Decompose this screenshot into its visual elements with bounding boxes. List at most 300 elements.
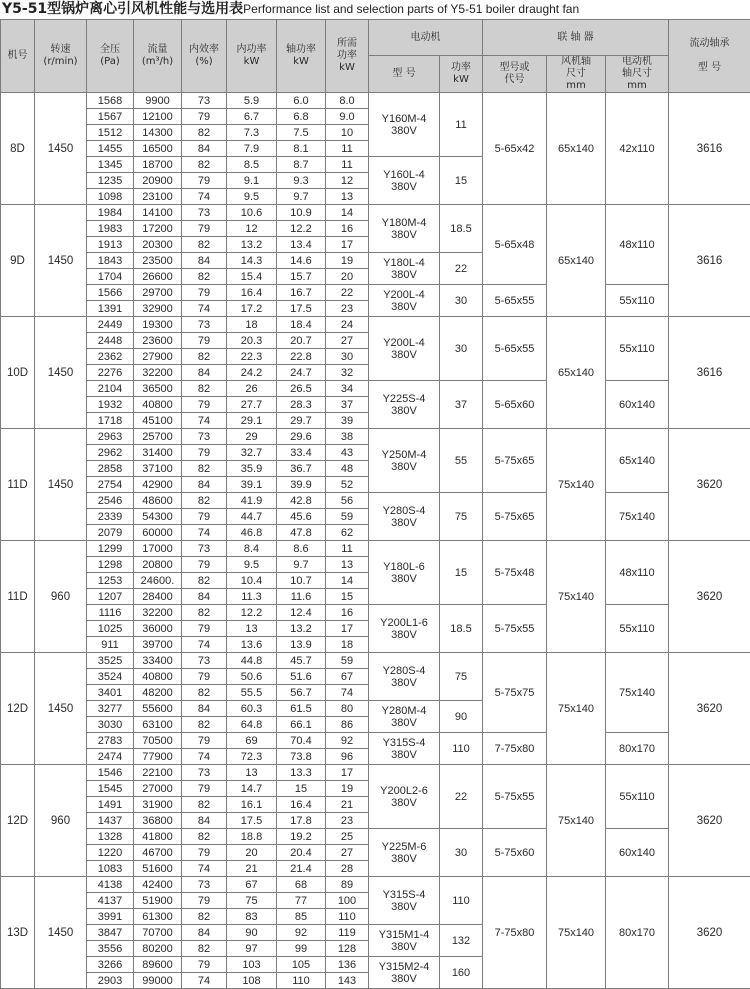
coupling-code-cell: 5-65x55 xyxy=(483,317,547,381)
pressure-cell: 1253 xyxy=(87,573,134,589)
shaft-power-cell: 45.7 xyxy=(277,653,326,669)
flow-cell: 23100 xyxy=(134,189,182,205)
flow-cell: 14300 xyxy=(134,125,182,141)
header-motor-shaft: 电动机 轴尺寸 mm xyxy=(606,56,669,93)
shaft-power-cell: 26.5 xyxy=(277,381,326,397)
required-power-cell: 23 xyxy=(326,301,369,317)
fan-shaft-cell: 75x140 xyxy=(547,877,606,989)
efficiency-cell: 73 xyxy=(182,877,227,893)
speed-cell: 1450 xyxy=(35,877,87,989)
header-flow: 流量 (m³/h) xyxy=(134,20,182,93)
pressure-cell: 3991 xyxy=(87,909,134,925)
fan-shaft-cell: 65x140 xyxy=(547,205,606,317)
bearing-cell: 3616 xyxy=(669,205,750,317)
efficiency-cell: 82 xyxy=(182,573,227,589)
pressure-cell: 1299 xyxy=(87,541,134,557)
internal-power-cell: 103 xyxy=(227,957,277,973)
shaft-power-cell: 12.4 xyxy=(277,605,326,621)
efficiency-cell: 74 xyxy=(182,973,227,989)
internal-power-cell: 7.3 xyxy=(227,125,277,141)
shaft-power-cell: 45.6 xyxy=(277,509,326,525)
internal-power-cell: 9.5 xyxy=(227,189,277,205)
coupling-code-cell: 5-75x55 xyxy=(483,765,547,829)
internal-power-cell: 8.5 xyxy=(227,157,277,173)
internal-power-cell: 16.1 xyxy=(227,797,277,813)
internal-power-cell: 44.7 xyxy=(227,509,277,525)
coupling-code-cell: 5-75x65 xyxy=(483,429,547,493)
shaft-power-cell: 12.2 xyxy=(277,221,326,237)
flow-cell: 20800 xyxy=(134,557,182,573)
motor-power-cell: 110 xyxy=(440,877,483,925)
title-en: Performance list and selection parts of Y5-51 boiler draught fan xyxy=(243,2,579,16)
flow-cell: 23600 xyxy=(134,333,182,349)
flow-cell: 28400 xyxy=(134,589,182,605)
page-title xyxy=(2,0,579,19)
motor-power-cell: 15 xyxy=(440,157,483,205)
internal-power-cell: 39.1 xyxy=(227,477,277,493)
fan-model-cell: 11D xyxy=(1,541,35,653)
internal-power-cell: 83 xyxy=(227,909,277,925)
shaft-power-cell: 99 xyxy=(277,941,326,957)
internal-power-cell: 60.3 xyxy=(227,701,277,717)
shaft-power-cell: 8.6 xyxy=(277,541,326,557)
efficiency-cell: 84 xyxy=(182,141,227,157)
flow-cell: 48600 xyxy=(134,493,182,509)
efficiency-cell: 73 xyxy=(182,541,227,557)
pressure-cell: 2104 xyxy=(87,381,134,397)
motor-type-cell: Y315S-4 380V xyxy=(369,877,440,925)
motor-shaft-cell: 60x140 xyxy=(606,829,669,877)
required-power-cell: 86 xyxy=(326,717,369,733)
shaft-power-cell: 33.4 xyxy=(277,445,326,461)
header-model: 机号 xyxy=(1,20,35,93)
flow-cell: 45100 xyxy=(134,413,182,429)
internal-power-cell: 7.9 xyxy=(227,141,277,157)
required-power-cell: 13 xyxy=(326,557,369,573)
shaft-power-cell: 24.7 xyxy=(277,365,326,381)
pressure-cell: 1098 xyxy=(87,189,134,205)
speed-cell: 960 xyxy=(35,541,87,653)
motor-type-cell: Y180M-4 380V xyxy=(369,205,440,253)
required-power-cell: 24 xyxy=(326,317,369,333)
motor-power-cell: 110 xyxy=(440,733,483,765)
pressure-cell: 2362 xyxy=(87,349,134,365)
table-row xyxy=(1,317,750,333)
pressure-cell: 1391 xyxy=(87,301,134,317)
internal-power-cell: 5.9 xyxy=(227,93,277,109)
motor-power-cell: 18.5 xyxy=(440,205,483,253)
flow-cell: 51600 xyxy=(134,861,182,877)
efficiency-cell: 74 xyxy=(182,861,227,877)
required-power-cell: 16 xyxy=(326,221,369,237)
motor-shaft-cell: 55x110 xyxy=(606,285,669,317)
required-power-cell: 37 xyxy=(326,397,369,413)
motor-power-cell: 132 xyxy=(440,925,483,957)
motor-power-cell: 18.5 xyxy=(440,605,483,653)
table-row xyxy=(1,93,750,109)
internal-power-cell: 75 xyxy=(227,893,277,909)
flow-cell: 48200 xyxy=(134,685,182,701)
efficiency-cell: 79 xyxy=(182,173,227,189)
fan-shaft-cell: 65x140 xyxy=(547,93,606,205)
speed-cell: 1450 xyxy=(35,205,87,317)
pressure-cell: 3524 xyxy=(87,669,134,685)
internal-power-cell: 29 xyxy=(227,429,277,445)
internal-power-cell: 21 xyxy=(227,861,277,877)
bearing-cell: 3620 xyxy=(669,765,750,877)
motor-power-cell: 90 xyxy=(440,701,483,733)
shaft-power-cell: 42.8 xyxy=(277,493,326,509)
motor-power-cell: 30 xyxy=(440,285,483,317)
flow-cell: 70700 xyxy=(134,925,182,941)
required-power-cell: 136 xyxy=(326,957,369,973)
efficiency-cell: 74 xyxy=(182,637,227,653)
pressure-cell: 2546 xyxy=(87,493,134,509)
flow-cell: 36500 xyxy=(134,381,182,397)
efficiency-cell: 82 xyxy=(182,685,227,701)
shaft-power-cell: 18.4 xyxy=(277,317,326,333)
table-row xyxy=(1,765,750,781)
shaft-power-cell: 14.6 xyxy=(277,253,326,269)
efficiency-cell: 79 xyxy=(182,621,227,637)
flow-cell: 17200 xyxy=(134,221,182,237)
pressure-cell: 1491 xyxy=(87,797,134,813)
internal-power-cell: 9.1 xyxy=(227,173,277,189)
efficiency-cell: 84 xyxy=(182,701,227,717)
flow-cell: 31400 xyxy=(134,445,182,461)
flow-cell: 20300 xyxy=(134,237,182,253)
table-row xyxy=(1,877,750,893)
speed-cell: 1450 xyxy=(35,429,87,541)
shaft-power-cell: 15.7 xyxy=(277,269,326,285)
required-power-cell: 19 xyxy=(326,781,369,797)
header-fan-shaft: 风机轴 尺寸 mm xyxy=(547,56,606,93)
internal-power-cell: 13.6 xyxy=(227,637,277,653)
required-power-cell: 143 xyxy=(326,973,369,989)
required-power-cell: 21 xyxy=(326,797,369,813)
pressure-cell: 1207 xyxy=(87,589,134,605)
fan-shaft-cell: 65x140 xyxy=(547,317,606,429)
motor-shaft-cell: 42x110 xyxy=(606,93,669,205)
shaft-power-cell: 15 xyxy=(277,781,326,797)
pressure-cell: 2754 xyxy=(87,477,134,493)
internal-power-cell: 14.3 xyxy=(227,253,277,269)
fan-shaft-cell: 75x140 xyxy=(547,653,606,765)
required-power-cell: 17 xyxy=(326,237,369,253)
flow-cell: 14100 xyxy=(134,205,182,221)
efficiency-cell: 73 xyxy=(182,205,227,221)
efficiency-cell: 73 xyxy=(182,93,227,109)
required-power-cell: 27 xyxy=(326,333,369,349)
shaft-power-cell: 9.3 xyxy=(277,173,326,189)
shaft-power-cell: 7.5 xyxy=(277,125,326,141)
required-power-cell: 38 xyxy=(326,429,369,445)
internal-power-cell: 6.7 xyxy=(227,109,277,125)
internal-power-cell: 13 xyxy=(227,765,277,781)
motor-type-cell: Y315M2-4 380V xyxy=(369,957,440,989)
flow-cell: 41800 xyxy=(134,829,182,845)
shaft-power-cell: 61.5 xyxy=(277,701,326,717)
efficiency-cell: 82 xyxy=(182,797,227,813)
shaft-power-cell: 10.9 xyxy=(277,205,326,221)
efficiency-cell: 73 xyxy=(182,653,227,669)
flow-cell: 51900 xyxy=(134,893,182,909)
motor-type-cell: Y200L-4 380V xyxy=(369,317,440,381)
efficiency-cell: 82 xyxy=(182,605,227,621)
shaft-power-cell: 47.8 xyxy=(277,525,326,541)
motor-shaft-cell: 48x110 xyxy=(606,541,669,605)
internal-power-cell: 20.3 xyxy=(227,333,277,349)
internal-power-cell: 12 xyxy=(227,221,277,237)
required-power-cell: 11 xyxy=(326,141,369,157)
efficiency-cell: 79 xyxy=(182,669,227,685)
efficiency-cell: 74 xyxy=(182,413,227,429)
shaft-power-cell: 68 xyxy=(277,877,326,893)
flow-cell: 70500 xyxy=(134,733,182,749)
flow-cell: 29700 xyxy=(134,285,182,301)
pressure-cell: 1984 xyxy=(87,205,134,221)
required-power-cell: 18 xyxy=(326,637,369,653)
table-row xyxy=(1,205,750,221)
bearing-cell: 3616 xyxy=(669,93,750,205)
shaft-power-cell: 29.6 xyxy=(277,429,326,445)
motor-shaft-cell: 80x170 xyxy=(606,877,669,989)
header-motor: 电动机 xyxy=(369,20,483,56)
speed-cell: 960 xyxy=(35,765,87,877)
efficiency-cell: 73 xyxy=(182,317,227,333)
header-coupling: 联 轴 器 xyxy=(483,20,669,56)
efficiency-cell: 79 xyxy=(182,397,227,413)
coupling-code-cell: 5-75x60 xyxy=(483,829,547,877)
internal-power-cell: 41.9 xyxy=(227,493,277,509)
motor-type-cell: Y180L-4 380V xyxy=(369,253,440,285)
pressure-cell: 1345 xyxy=(87,157,134,173)
internal-power-cell: 67 xyxy=(227,877,277,893)
pressure-cell: 1566 xyxy=(87,285,134,301)
required-power-cell: 32 xyxy=(326,365,369,381)
flow-cell: 12100 xyxy=(134,109,182,125)
pressure-cell: 911 xyxy=(87,637,134,653)
efficiency-cell: 73 xyxy=(182,765,227,781)
required-power-cell: 10 xyxy=(326,125,369,141)
required-power-cell: 48 xyxy=(326,461,369,477)
motor-type-cell: Y280S-4 380V xyxy=(369,653,440,701)
flow-cell: 31900 xyxy=(134,797,182,813)
coupling-code-cell: 5-65x60 xyxy=(483,381,547,429)
pressure-cell: 1983 xyxy=(87,221,134,237)
motor-type-cell: Y280S-4 380V xyxy=(369,493,440,541)
required-power-cell: 20 xyxy=(326,269,369,285)
pressure-cell: 2858 xyxy=(87,461,134,477)
shaft-power-cell: 8.1 xyxy=(277,141,326,157)
shaft-power-cell: 9.7 xyxy=(277,189,326,205)
bearing-cell: 3620 xyxy=(669,541,750,653)
header-required-power: 所需 功率 kW xyxy=(326,20,369,93)
motor-power-cell: 15 xyxy=(440,541,483,605)
motor-power-cell: 11 xyxy=(440,93,483,157)
pressure-cell: 1220 xyxy=(87,845,134,861)
flow-cell: 24600. xyxy=(134,573,182,589)
efficiency-cell: 82 xyxy=(182,829,227,845)
pressure-cell: 3525 xyxy=(87,653,134,669)
efficiency-cell: 84 xyxy=(182,925,227,941)
pressure-cell: 1116 xyxy=(87,605,134,621)
motor-shaft-cell: 55x110 xyxy=(606,317,669,381)
shaft-power-cell: 19.2 xyxy=(277,829,326,845)
motor-type-cell: Y200L1-6 380V xyxy=(369,605,440,653)
pressure-cell: 1298 xyxy=(87,557,134,573)
flow-cell: 99000 xyxy=(134,973,182,989)
flow-cell: 36800 xyxy=(134,813,182,829)
coupling-code-cell: 7-75x80 xyxy=(483,733,547,765)
required-power-cell: 14 xyxy=(326,573,369,589)
efficiency-cell: 82 xyxy=(182,381,227,397)
internal-power-cell: 29.1 xyxy=(227,413,277,429)
pressure-cell: 4137 xyxy=(87,893,134,909)
motor-type-cell: Y225M-6 380V xyxy=(369,829,440,877)
motor-power-cell: 22 xyxy=(440,765,483,829)
pressure-cell: 1718 xyxy=(87,413,134,429)
internal-power-cell: 16.4 xyxy=(227,285,277,301)
shaft-power-cell: 9.7 xyxy=(277,557,326,573)
pressure-cell: 3030 xyxy=(87,717,134,733)
pressure-cell: 2903 xyxy=(87,973,134,989)
flow-cell: 40800 xyxy=(134,397,182,413)
internal-power-cell: 13.2 xyxy=(227,237,277,253)
shaft-power-cell: 73.8 xyxy=(277,749,326,765)
bearing-cell: 3620 xyxy=(669,653,750,765)
efficiency-cell: 82 xyxy=(182,125,227,141)
shaft-power-cell: 36.7 xyxy=(277,461,326,477)
pressure-cell: 1083 xyxy=(87,861,134,877)
efficiency-cell: 79 xyxy=(182,221,227,237)
motor-type-cell: Y280M-4 380V xyxy=(369,701,440,733)
flow-cell: 19300 xyxy=(134,317,182,333)
flow-cell: 37100 xyxy=(134,461,182,477)
fan-shaft-cell: 75x140 xyxy=(547,765,606,877)
internal-power-cell: 10.4 xyxy=(227,573,277,589)
fan-model-cell: 11D xyxy=(1,429,35,541)
efficiency-cell: 79 xyxy=(182,557,227,573)
shaft-power-cell: 51.6 xyxy=(277,669,326,685)
coupling-code-cell: 5-65x42 xyxy=(483,93,547,205)
required-power-cell: 80 xyxy=(326,701,369,717)
internal-power-cell: 18 xyxy=(227,317,277,333)
pressure-cell: 4138 xyxy=(87,877,134,893)
table-row xyxy=(1,541,750,557)
internal-power-cell: 108 xyxy=(227,973,277,989)
motor-power-cell: 160 xyxy=(440,957,483,989)
required-power-cell: 17 xyxy=(326,765,369,781)
efficiency-cell: 79 xyxy=(182,957,227,973)
efficiency-cell: 82 xyxy=(182,237,227,253)
coupling-code-cell: 5-75x75 xyxy=(483,653,547,733)
pressure-cell: 1568 xyxy=(87,93,134,109)
efficiency-cell: 79 xyxy=(182,733,227,749)
efficiency-cell: 82 xyxy=(182,941,227,957)
internal-power-cell: 46.8 xyxy=(227,525,277,541)
flow-cell: 40800 xyxy=(134,669,182,685)
internal-power-cell: 22.3 xyxy=(227,349,277,365)
shaft-power-cell: 85 xyxy=(277,909,326,925)
bearing-cell: 3616 xyxy=(669,317,750,429)
flow-cell: 77900 xyxy=(134,749,182,765)
motor-type-cell: Y315M1-4 380V xyxy=(369,925,440,957)
efficiency-cell: 79 xyxy=(182,109,227,125)
shaft-power-cell: 8.7 xyxy=(277,157,326,173)
internal-power-cell: 69 xyxy=(227,733,277,749)
shaft-power-cell: 29.7 xyxy=(277,413,326,429)
required-power-cell: 52 xyxy=(326,477,369,493)
motor-type-cell: Y225S-4 380V xyxy=(369,381,440,429)
pressure-cell: 1843 xyxy=(87,253,134,269)
efficiency-cell: 82 xyxy=(182,349,227,365)
header-motor-type: 型 号 xyxy=(369,56,440,93)
motor-type-cell: Y315S-4 380V xyxy=(369,733,440,765)
pressure-cell: 1455 xyxy=(87,141,134,157)
shaft-power-cell: 28.3 xyxy=(277,397,326,413)
shaft-power-cell: 16.4 xyxy=(277,797,326,813)
internal-power-cell: 14.7 xyxy=(227,781,277,797)
internal-power-cell: 44.8 xyxy=(227,653,277,669)
flow-cell: 89600 xyxy=(134,957,182,973)
pressure-cell: 2448 xyxy=(87,333,134,349)
flow-cell: 23500 xyxy=(134,253,182,269)
table-row xyxy=(1,493,750,509)
required-power-cell: 23 xyxy=(326,813,369,829)
pressure-cell: 2962 xyxy=(87,445,134,461)
required-power-cell: 34 xyxy=(326,381,369,397)
coupling-code-cell: 5-65x55 xyxy=(483,285,547,317)
fan-shaft-cell: 75x140 xyxy=(547,541,606,653)
required-power-cell: 59 xyxy=(326,509,369,525)
required-power-cell: 30 xyxy=(326,349,369,365)
pressure-cell: 1025 xyxy=(87,621,134,637)
internal-power-cell: 15.4 xyxy=(227,269,277,285)
pressure-cell: 1235 xyxy=(87,173,134,189)
header-speed: 转速 (r/min) xyxy=(35,20,87,93)
pressure-cell: 1704 xyxy=(87,269,134,285)
required-power-cell: 67 xyxy=(326,669,369,685)
flow-cell: 16500 xyxy=(134,141,182,157)
flow-cell: 9900 xyxy=(134,93,182,109)
motor-type-cell: Y160M-4 380V xyxy=(369,93,440,157)
required-power-cell: 128 xyxy=(326,941,369,957)
motor-power-cell: 22 xyxy=(440,253,483,285)
flow-cell: 42900 xyxy=(134,477,182,493)
shaft-power-cell: 6.8 xyxy=(277,109,326,125)
efficiency-cell: 84 xyxy=(182,253,227,269)
internal-power-cell: 50.6 xyxy=(227,669,277,685)
shaft-power-cell: 10.7 xyxy=(277,573,326,589)
internal-power-cell: 12.2 xyxy=(227,605,277,621)
required-power-cell: 62 xyxy=(326,525,369,541)
motor-type-cell: Y200L2-6 380V xyxy=(369,765,440,829)
shaft-power-cell: 39.9 xyxy=(277,477,326,493)
flow-cell: 61300 xyxy=(134,909,182,925)
required-power-cell: 14 xyxy=(326,205,369,221)
internal-power-cell: 55.5 xyxy=(227,685,277,701)
shaft-power-cell: 13.9 xyxy=(277,637,326,653)
shaft-power-cell: 70.4 xyxy=(277,733,326,749)
pressure-cell: 3556 xyxy=(87,941,134,957)
motor-shaft-cell: 55x110 xyxy=(606,765,669,829)
fan-model-cell: 13D xyxy=(1,877,35,989)
efficiency-cell: 84 xyxy=(182,589,227,605)
required-power-cell: 92 xyxy=(326,733,369,749)
required-power-cell: 22 xyxy=(326,285,369,301)
shaft-power-cell: 92 xyxy=(277,925,326,941)
